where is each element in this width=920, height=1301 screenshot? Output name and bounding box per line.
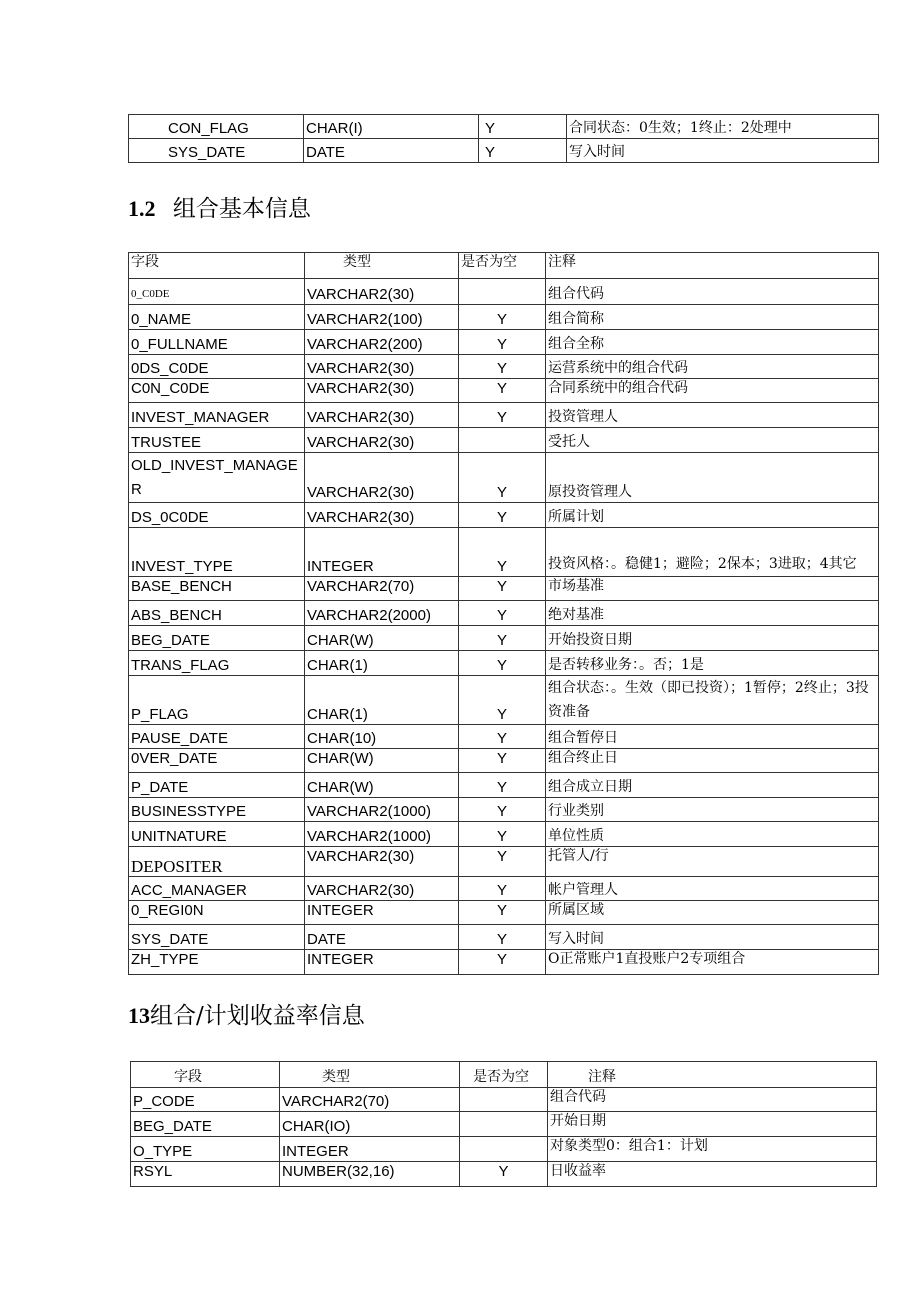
nullable-cell: Y [459, 725, 546, 749]
nullable-cell: Y [459, 355, 546, 379]
nullable-cell [460, 1112, 548, 1137]
table-row [129, 651, 879, 676]
table-yield-info [130, 1061, 877, 1187]
nullable-cell: Y [459, 626, 546, 651]
note-cell: 受托人 [546, 428, 879, 453]
nullable-cell: Y [459, 847, 546, 877]
type-cell: VARCHAR2(1000) [305, 822, 459, 847]
field-cell: 0_NAME [129, 305, 305, 330]
nullable-cell: Y [459, 901, 546, 925]
note-cell: O正常账户1直投账户2专项组合 [546, 950, 879, 975]
type-cell: CHAR(W) [305, 749, 459, 773]
note-cell: 绝对基准 [546, 601, 879, 626]
note-cell: 帐户管理人 [546, 877, 879, 901]
field-cell: P_FLAG [129, 676, 305, 725]
type-cell: VARCHAR2(100) [305, 305, 459, 330]
field-cell: TRANS_FLAG [129, 651, 305, 676]
table-row [129, 428, 879, 453]
table-row [129, 877, 879, 901]
note-cell: 开始投资日期 [546, 626, 879, 651]
nullable-cell: Y [459, 503, 546, 528]
note-cell: 投资管理人 [546, 403, 879, 428]
field-cell: O_TYPE [131, 1137, 280, 1162]
nullable-cell: Y [459, 925, 546, 950]
table-row [129, 925, 879, 950]
type-cell: VARCHAR2(30) [305, 379, 459, 403]
field-cell: P_DATE [129, 773, 305, 798]
field-cell: TRUSTEE [129, 428, 305, 453]
header-nullable: 是否为空 [459, 253, 546, 279]
field-cell: RSYL [131, 1162, 280, 1187]
table-row [129, 115, 879, 139]
table-top [128, 114, 879, 163]
table-row [129, 798, 879, 822]
field-cell: P_CODE [131, 1088, 280, 1112]
note-cell: 是否转移业务：。否；1是 [546, 651, 879, 676]
note-cell: 单位性质 [546, 822, 879, 847]
field-cell: SYS_DATE [129, 139, 304, 163]
nullable-cell: Y [459, 877, 546, 901]
type-cell: INTEGER [305, 901, 459, 925]
nullable-cell: Y [459, 950, 546, 975]
field-cell: SYS_DATE [129, 925, 305, 950]
nullable-cell: Y [459, 528, 546, 577]
note-cell: 合同状态：0生效；1终止：2处理中 [567, 115, 879, 139]
table-row [129, 950, 879, 975]
type-cell: VARCHAR2(30) [305, 847, 459, 877]
header-note: 注释 [546, 253, 879, 279]
note-cell: 开始日期 [548, 1112, 877, 1137]
nullable-cell: Y [459, 403, 546, 428]
nullable-cell: Y [460, 1162, 548, 1187]
note-cell: 运营系统中的组合代码 [546, 355, 879, 379]
header-type: 类型 [280, 1062, 460, 1088]
section-heading-1-3 [128, 1001, 365, 1031]
table-row [129, 847, 879, 877]
type-cell: INTEGER [280, 1137, 460, 1162]
field-cell: DEPOSITER [129, 847, 305, 877]
type-cell: VARCHAR2(30) [305, 428, 459, 453]
nullable-cell: Y [479, 115, 567, 139]
nullable-cell [459, 428, 546, 453]
note-cell: 组合状态：。生效（即已投资）；1暂停；2终止；3投资准备 [546, 676, 879, 725]
field-cell: BUSINESSTYPE [129, 798, 305, 822]
type-cell: INTEGER [305, 950, 459, 975]
note-cell: 组合代码 [546, 279, 879, 305]
table-row [129, 305, 879, 330]
type-cell: DATE [304, 139, 479, 163]
field-cell: PAUSE_DATE [129, 725, 305, 749]
field-cell: 0_REGI0N [129, 901, 305, 925]
table-row [129, 355, 879, 379]
table-row [129, 453, 879, 503]
field-cell: 0VER_DATE [129, 749, 305, 773]
table-row [131, 1112, 877, 1137]
type-cell: VARCHAR2(30) [305, 403, 459, 428]
table-row [129, 676, 879, 725]
table-row [129, 330, 879, 355]
table-row [129, 279, 879, 305]
field-cell: 0_FULLNAME [129, 330, 305, 355]
note-cell: 组合终止日 [546, 749, 879, 773]
type-cell: VARCHAR2(2000) [305, 601, 459, 626]
nullable-cell: Y [459, 773, 546, 798]
nullable-cell: Y [459, 453, 546, 503]
type-cell: VARCHAR2(1000) [305, 798, 459, 822]
note-cell: 行业类别 [546, 798, 879, 822]
table-row [129, 403, 879, 428]
note-cell: 日收益率 [548, 1162, 877, 1187]
section-title: 组合基本信息 [172, 196, 311, 222]
table-row [131, 1088, 877, 1112]
table-row [131, 1162, 877, 1187]
type-cell: CHAR(I) [304, 115, 479, 139]
type-cell: CHAR(W) [305, 773, 459, 798]
note-cell: 市场基准 [546, 577, 879, 601]
note-cell: 原投资管理人 [546, 453, 879, 503]
nullable-cell [459, 279, 546, 305]
table-row [129, 822, 879, 847]
field-cell: 0DS_C0DE [129, 355, 305, 379]
note-cell: 对象类型0：组合1：计划 [548, 1137, 877, 1162]
header-note: 注释 [548, 1062, 877, 1088]
nullable-cell: Y [459, 379, 546, 403]
note-cell: 写入时间 [546, 925, 879, 950]
header-type: 类型 [305, 253, 459, 279]
nullable-cell [460, 1088, 548, 1112]
note-cell: 所属计划 [546, 503, 879, 528]
field-cell: ABS_BENCH [129, 601, 305, 626]
table-row [129, 503, 879, 528]
type-cell: VARCHAR2(30) [305, 355, 459, 379]
type-cell: DATE [305, 925, 459, 950]
section-title: 组合/计划收益率信息 [150, 1003, 365, 1029]
type-cell: VARCHAR2(30) [305, 503, 459, 528]
type-cell: CHAR(W) [305, 626, 459, 651]
nullable-cell [460, 1137, 548, 1162]
field-cell: C0N_C0DE [129, 379, 305, 403]
type-cell: VARCHAR2(70) [280, 1088, 460, 1112]
table-row [129, 528, 879, 577]
section-number: 1.2 [128, 196, 156, 221]
field-cell: UNITNATURE [129, 822, 305, 847]
table-row [129, 577, 879, 601]
field-cell: BASE_BENCH [129, 577, 305, 601]
note-cell: 写入时间 [567, 139, 879, 163]
type-cell: VARCHAR2(200) [305, 330, 459, 355]
table-header-row [129, 253, 879, 279]
section-heading-1-2 [128, 194, 311, 224]
note-cell: 托管人/行 [546, 847, 879, 877]
table-row [131, 1137, 877, 1162]
field-cell: ACC_MANAGER [129, 877, 305, 901]
note-cell: 投资风格：。稳健1；避险；2保本；3进取；4其它 [546, 528, 879, 577]
nullable-cell: Y [459, 798, 546, 822]
field-cell: 0_C0DE [129, 279, 305, 305]
field-cell: BEG_DATE [129, 626, 305, 651]
field-cell: ZH_TYPE [129, 950, 305, 975]
field-cell: DS_0C0DE [129, 503, 305, 528]
field-cell: INVEST_TYPE [129, 528, 305, 577]
nullable-cell: Y [459, 651, 546, 676]
nullable-cell: Y [459, 749, 546, 773]
note-cell: 组合代码 [548, 1088, 877, 1112]
table-row [129, 601, 879, 626]
note-cell: 组合全称 [546, 330, 879, 355]
table-row [129, 725, 879, 749]
table-header-row [131, 1062, 877, 1088]
header-field: 字段 [131, 1062, 280, 1088]
nullable-cell: Y [459, 676, 546, 725]
type-cell: CHAR(10) [305, 725, 459, 749]
table-row [129, 626, 879, 651]
type-cell: VARCHAR2(30) [305, 453, 459, 503]
field-cell: CON_FLAG [129, 115, 304, 139]
field-cell: OLD_INVEST_MANAGE R [129, 453, 305, 503]
nullable-cell: Y [459, 601, 546, 626]
type-cell: NUMBER(32,16) [280, 1162, 460, 1187]
note-cell: 组合简称 [546, 305, 879, 330]
nullable-cell: Y [459, 577, 546, 601]
table-portfolio-info [128, 252, 879, 975]
table-row [129, 139, 879, 163]
note-cell: 所属区域 [546, 901, 879, 925]
type-cell: VARCHAR2(30) [305, 279, 459, 305]
section-number: 13 [128, 1003, 150, 1028]
table-row [129, 773, 879, 798]
nullable-cell: Y [479, 139, 567, 163]
nullable-cell: Y [459, 330, 546, 355]
table-row [129, 749, 879, 773]
field-cell: INVEST_MANAGER [129, 403, 305, 428]
note-cell: 组合成立日期 [546, 773, 879, 798]
type-cell: VARCHAR2(70) [305, 577, 459, 601]
type-cell: VARCHAR2(30) [305, 877, 459, 901]
type-cell: CHAR(IO) [280, 1112, 460, 1137]
type-cell: CHAR(1) [305, 676, 459, 725]
note-cell: 合同系统中的组合代码 [546, 379, 879, 403]
header-field: 字段 [129, 253, 305, 279]
note-cell: 组合暂停日 [546, 725, 879, 749]
type-cell: INTEGER [305, 528, 459, 577]
table-row [129, 379, 879, 403]
type-cell: CHAR(1) [305, 651, 459, 676]
field-cell: BEG_DATE [131, 1112, 280, 1137]
table-row [129, 901, 879, 925]
nullable-cell: Y [459, 822, 546, 847]
nullable-cell: Y [459, 305, 546, 330]
header-nullable: 是否为空 [460, 1062, 548, 1088]
